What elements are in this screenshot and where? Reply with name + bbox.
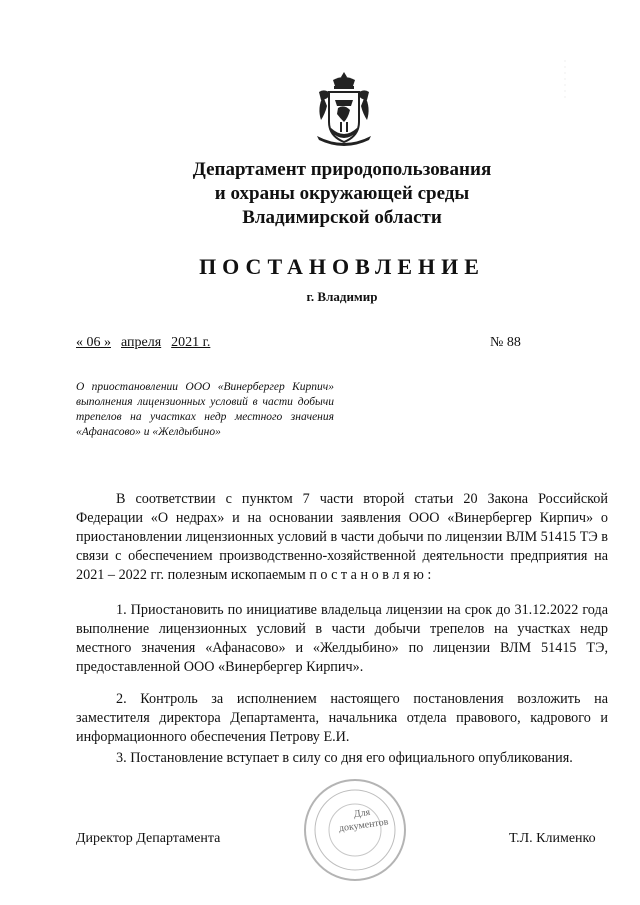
coat-of-arms-emblem (311, 70, 377, 148)
document-subject: О приостановлении ООО «Винербергер Кирпич» выполнения лицензионных условий в части добычи трепелов на участках недр местного значения «Афанасово» и «Желдыбино» (76, 381, 334, 438)
clause-1-paragraph: 1. Приостановить по инициативе владельца лицензии на срок до 31.12.2022 года выполнение лицензионных условий в части добычи трепелов на участках недр местного значения «Афанасово» и «Желдыбино» по лицензии ВЛМ 51415 ТЭ, предоставленной ООО «Винербергер Кирпич». (76, 602, 608, 675)
preamble-paragraph: В соответствии с пунктом 7 части второй статьи 20 Закона Российской Федерации «О недрах» и на основании заявления ООО «Винербергер Кирпич» о приостановлении лицензионных условий в части добычи по лицензии ВЛМ 51415 ТЭ в связи с обеспечением производственно-хозяйственной деятельности предприятия на 2021 – 2022 гг. полезным ископаемым п о с т а н о в л я ю : (76, 491, 608, 583)
stamp-text-line-1: Для (353, 806, 371, 821)
stamp-text-line-2: документов (338, 816, 390, 835)
signatory-name: Т.Л. Клименко (509, 831, 596, 846)
document-number: № 88 (490, 335, 521, 350)
department-name-line-1: Департамент природопользования (192, 159, 492, 180)
document-title: ПОСТАНОВЛЕНИЕ (199, 254, 485, 279)
department-name-line-3: Владимирской области (242, 207, 442, 228)
date-year: 2021 г. (171, 335, 211, 350)
city-label: г. Владимир (306, 289, 378, 304)
scan-mark-icon (560, 60, 570, 100)
clause-2-paragraph: 2. Контроль за исполнением настоящего постановления возложить на заместителя директора Департамента, начальника отдела правового, кадрового и информационного обеспечения Петрову Е.И. (76, 691, 608, 745)
clause-3-paragraph: 3. Постановление вступает в силу со дня его официального опубликования. (116, 750, 573, 766)
signatory-position: Директор Департамента (76, 831, 221, 846)
department-name-line-2: и охраны окружающей среды (214, 183, 470, 204)
date-month: апреля (121, 335, 162, 350)
document-date (76, 335, 220, 351)
date-day: « 06 » (76, 335, 111, 350)
